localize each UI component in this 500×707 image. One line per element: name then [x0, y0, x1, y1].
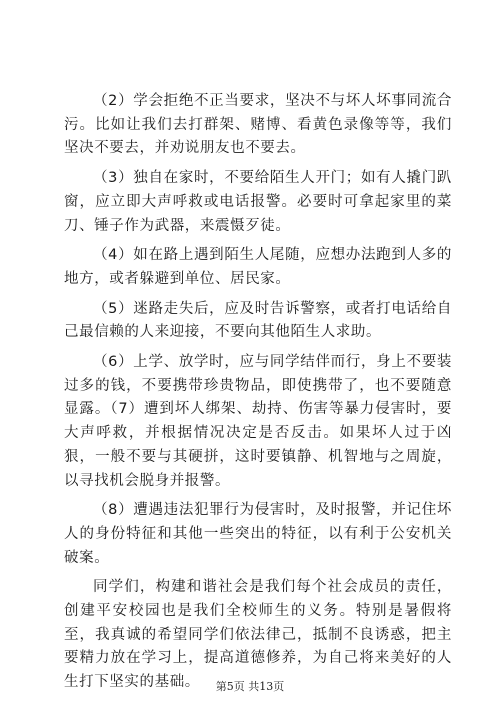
document-body: [64, 90, 452, 701]
paragraph-closing: 同学们，构建和谐社会是我们每个社会成员的责任，创建平安校园也是我们全校师生的义务。特别是暑假将至，我真诚的希望同学们依法律己，抵制不良诱惑，把主要精力放在学习上，提高道德修养，为自己将来美好的人生打下坚实的基础。: [64, 579, 452, 691]
page-number-footer: 第5页 共13页: [215, 680, 285, 693]
paragraph-item-5: （5）迷路走失后，应及时告诉警察，或者打电话给自己最信赖的人来迎接，不要向其他陌生人求助。: [64, 300, 452, 341]
paragraph-item-3: （3）独自在家时，不要给陌生人开门；如有人撬门趴窗，应立即大声呼救或电话报警。必要时可拿起家里的菜刀、锤子作为武器，来震慑歹徒。: [64, 170, 452, 234]
paragraph-item-8: （8）遭遇违法犯罪行为侵害时，及时报警，并记住坏人的身份特征和其他一些突出的特征，以有利于公安机关破案。: [64, 502, 452, 566]
paragraph-item-2: （2）学会拒绝不正当要求，坚决不与坏人坏事同流合污。比如让我们去打群架、赌博、看黄色录像等等，我们坚决不要去，并劝说朋友也不要去。: [64, 93, 452, 157]
paragraph-item-4: （4）如在路上遇到陌生人尾随，应想办法跑到人多的地方，或者躲避到单位、居民家。: [64, 247, 452, 287]
paragraph-item-6-7: （6）上学、放学时，应与同学结伴而行，身上不要装过多的钱，不要携带珍贵物品，即使携带了，也不要随意显露。（7）遭到坏人绑架、劫持、伤害等暴力侵害时，要大声呼救，并根据情况决定是否反击。如果坏人过于凶狠，一般不要与其硬拼，这时要镇静、机智地与之周旋，以寻找机会脱身并报警。: [64, 354, 452, 489]
